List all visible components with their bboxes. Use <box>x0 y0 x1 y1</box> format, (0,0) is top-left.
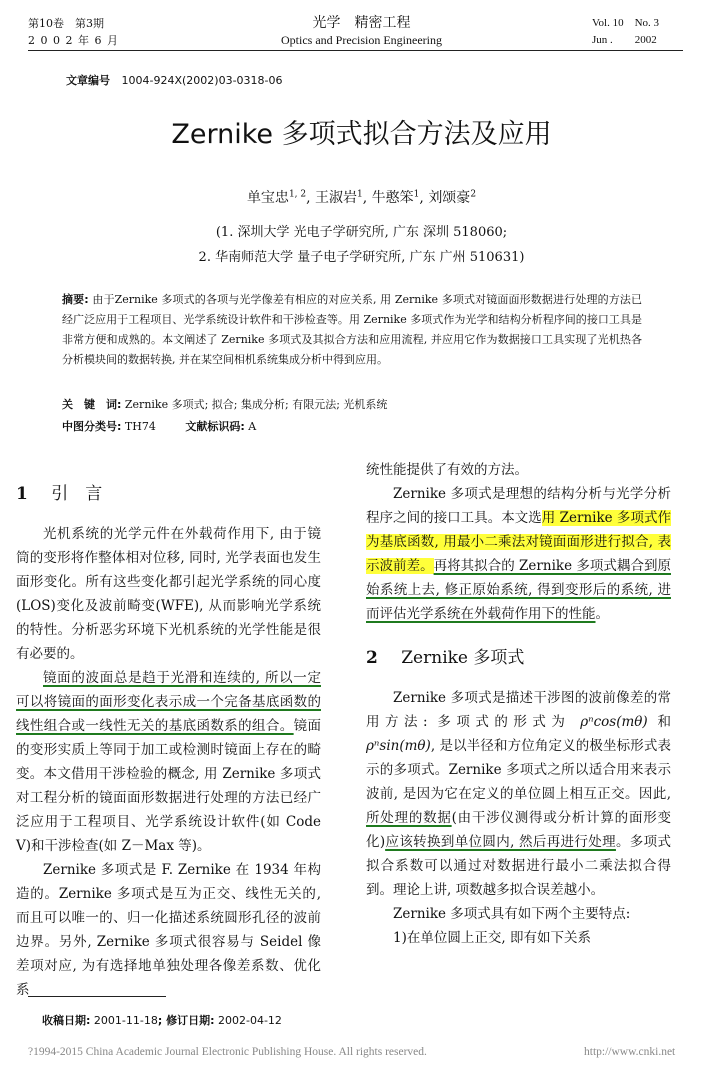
paragraph <box>16 666 321 858</box>
received-date: 2001-11-18 <box>93 1014 158 1027</box>
paragraph-text: Zernike 多项式是描述干涉图的波前像差的常用方法: 多项式的形式为 <box>366 690 671 730</box>
abstract-label: 摘要: <box>62 293 89 306</box>
author-affil-sup: 1 <box>357 189 363 200</box>
paragraph-text: Zernike 多项式是理想的结构分析与光学分析程序之间的接口工具。本文选 <box>366 486 671 526</box>
header-volume-cn: 第10卷 第3期 <box>28 17 104 30</box>
left-column <box>16 482 321 1002</box>
paragraph-text: 。 <box>595 606 609 622</box>
revised-date: 2002-04-12 <box>217 1014 282 1027</box>
paragraph-text: (由干涉仪测得或分析计算的面形变化) <box>366 810 671 850</box>
footnote <box>42 1012 282 1028</box>
paragraph <box>366 686 671 902</box>
paragraph-text: 和 <box>647 714 671 730</box>
copyright-notice: ?1994-2015 China Academic Journal Electronic Publishing House. All rights reserved. <box>28 1046 427 1058</box>
article-number <box>66 72 283 88</box>
section-title: Zernike 多项式 <box>401 648 525 668</box>
journal-name-cn: 光学 精密工程 <box>312 15 411 31</box>
paragraph-text: , 是以半径和方位角定义的极坐标形式表示的多项式。Zernike 多项式之所以适合用来表示波前, 是因为它在定义的单位圆上相互正交。因此, <box>366 738 671 802</box>
author-name: 牛憨笨 <box>371 190 414 206</box>
clc-label: 中图分类号: <box>62 420 122 433</box>
header-date-cn: 2 0 0 2 年 6 月 <box>28 34 119 47</box>
paper-title: Zernike 多项式拟合方法及应用 <box>171 119 552 150</box>
affiliation-1: (1. 深圳大学 光电子学研究所, 广东 深圳 518060; <box>215 225 508 240</box>
paragraph: 1)在单位圆上正交, 即有如下关系 <box>393 930 591 946</box>
doc-code-value: A <box>248 420 257 433</box>
article-number-value: 1004-924X(2002)03-0318-06 <box>121 74 283 87</box>
keywords-label: 关 键 词: <box>62 398 122 411</box>
author-affil-sup: 1 <box>413 189 420 200</box>
footnote-rule <box>28 996 166 997</box>
paragraph: Zernike 多项式具有如下两个主要特点: <box>393 906 631 922</box>
right-column <box>366 458 671 950</box>
author-list: 单宝忠$^{1, 2}$, 王淑岩$^1$, 牛憨笨$^1$, 刘颂豪$^2$ <box>246 189 477 206</box>
underlined-text: 再将其拟合的 Zernike 多项式耦合到原始系统上去, 修正原始系统, 得到变形后的系统, 进而评估光学系统在外载荷作用下的性能 <box>366 558 671 622</box>
paragraph: Zernike 多项式是 F. Zernike 在 1934 年构造的。Zernike 多项式是互为正交、线性无关的, 而且可以唯一的、归一化描述系统圆形孔径的波前边界。另外, Zernike 多项式很容易与 Seidel 像差项对应, 为有选择地单独处理各像差系数、优化系 <box>16 862 321 998</box>
author-name: 单宝忠 <box>246 190 289 206</box>
header-rule <box>28 50 683 51</box>
paragraph <box>366 482 671 626</box>
paragraph-text: 。多项式拟合系数可以通过对数据进行最小二乘法拟合得到。理论上讲, 项数越多拟合误差越小。 <box>366 834 671 898</box>
paragraph-text: 镜面的变形实质上等同于加工或检测时镜面上存在的畸变。本文借用干涉检验的概念, 用 Zernike 多项式对工程分析的镜面面形数据进行处理的方法已经广泛应用于工程项目、光学系统设计软件(如 Code V)和干涉检查(如 Z－Max 等)。 <box>16 718 322 854</box>
formula-sin: ρⁿsin(mθ) <box>366 738 431 754</box>
cnki-link[interactable]: http://www.cnki.net <box>584 1046 676 1058</box>
affiliation-2: 2. 华南师范大学 量子电子学研究所, 广东 广州 510631) <box>198 250 525 265</box>
underlined-text: 所处理的数据 <box>366 810 452 826</box>
classification <box>62 418 256 434</box>
clc-value: TH74 <box>124 420 156 433</box>
author-name: 王淑岩 <box>315 190 358 206</box>
underlined-text: 镜面的波面总是趋于光滑和连续的, 所以一定可以将镜面的面形变化表示成一个完备基底函数的线性组合或一线性无关的基底函数系的组合。 <box>16 670 321 734</box>
underlined-text: 应该转换到单位圆内, 然后再进行处理 <box>385 834 616 850</box>
abstract-text: 由于Zernike 多项式的各项与光学像差有相应的对应关系, 用 Zernike 多项式对镜面面形数据进行处理的方法已经广泛应用于工程项目、光学系统设计软件和干涉检查等。用 Zernike 多项式作为光学和结构分析程序间的接口工具是非常方便和成熟的。本文阐述了 Zernike 多项式及其拟合方法和应用流程, 并应用它作为数据接口工具实现了光机热各分析模块间的数据转换, 并在某空间相机系统集成分析中得到应用。 <box>62 293 642 366</box>
section-1-heading <box>16 482 321 506</box>
journal-name-en: Optics and Precision Engineering <box>281 33 442 47</box>
article-number-label: 文章编号 <box>66 74 110 87</box>
paragraph: 统性能提供了有效的方法。 <box>366 462 528 478</box>
section-title: 引 言 <box>51 484 103 504</box>
highlighted-text: 用 Zernike 多项式作为基底函数, 用最小二乘法对镜面面形进行拟合, 表示波前差。 <box>366 510 671 574</box>
author-name: 刘颂豪 <box>428 190 471 206</box>
doc-code-label: 文献标识码: <box>185 420 245 433</box>
keywords-text: Zernike 多项式; 拟合; 集成分析; 有限元法; 光机系统 <box>124 398 388 411</box>
paragraph: 光机系统的光学元件在外载荷作用下, 由于镜筒的变形将作整体相对位移, 同时, 光学表面也发生面形变化。所有这些变化都引起光学系统的同心度(LOS)变化及波前畸变(WFE), 从而影响光学系统的特性。分析恶劣环境下光机系统的光学性能是很有必要的。 <box>16 526 321 662</box>
author-affil-sup: 2 <box>470 189 477 200</box>
keywords <box>62 396 387 412</box>
abstract <box>62 290 642 370</box>
section-2-heading <box>366 646 671 670</box>
received-label: 收稿日期: <box>42 1014 91 1027</box>
header-volume-en: Vol. 10 No. 3 <box>592 17 660 29</box>
formula-cos: ρⁿcos(mθ) <box>580 714 648 730</box>
revised-label: ; 修订日期: <box>157 1014 215 1027</box>
author-affil-sup: 1, 2 <box>288 189 307 200</box>
section-number: 1 <box>16 484 28 504</box>
section-number: 2 <box>366 648 378 668</box>
header-date-en: Jun . 2002 <box>592 34 657 46</box>
